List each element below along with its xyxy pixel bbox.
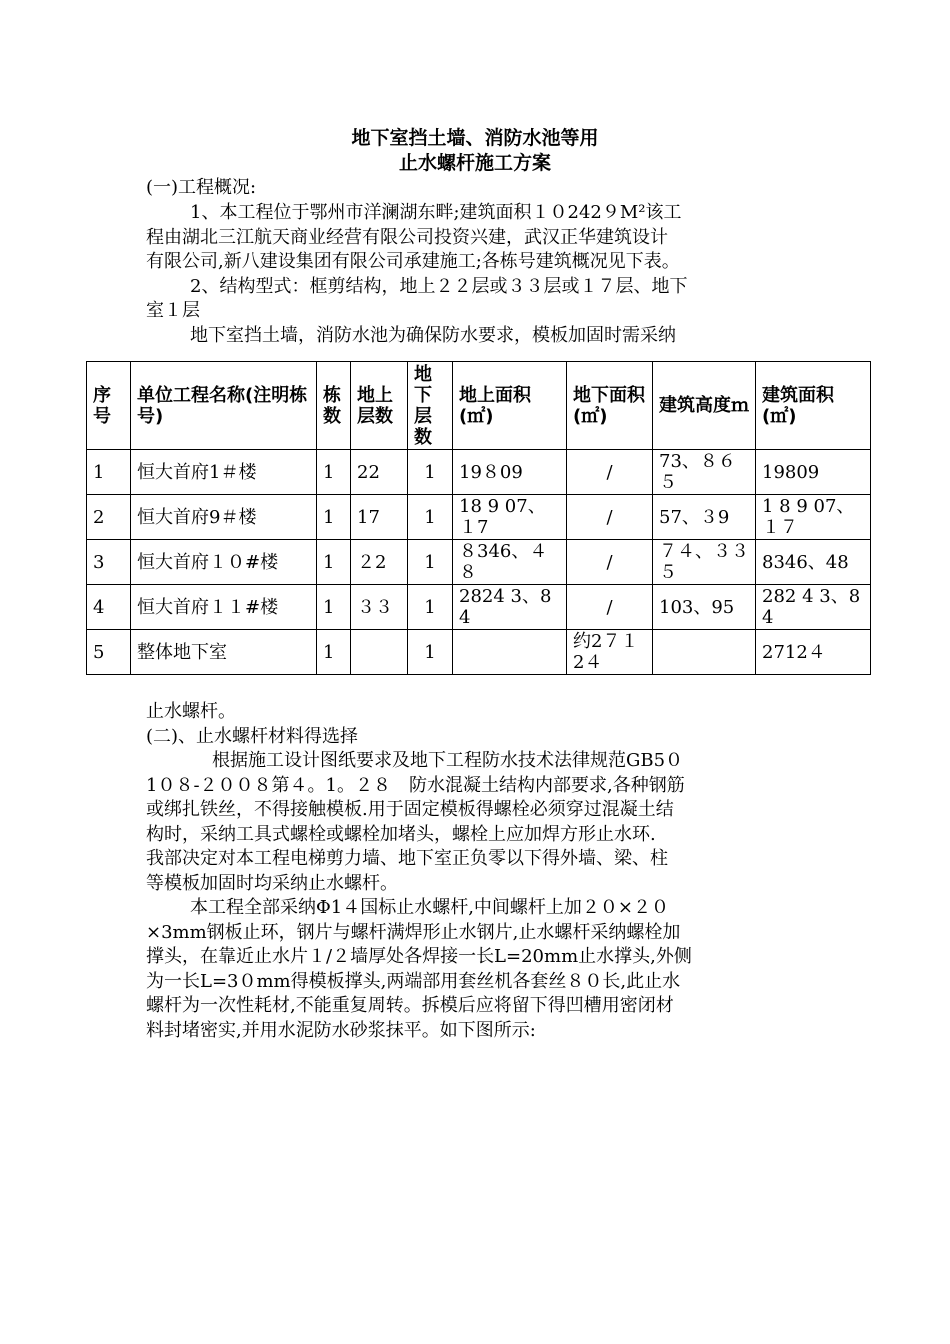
table-cell: 5	[87, 630, 131, 675]
table-cell: 1	[408, 450, 453, 495]
table-cell: /	[567, 450, 653, 495]
table-cell: 8346、48	[756, 540, 871, 585]
section-1-heading: (一)工程概况:	[146, 177, 257, 198]
table-cell: ３３	[351, 585, 408, 630]
table-cell: 2712４	[756, 630, 871, 675]
table-cell: 73、８６５	[653, 450, 756, 495]
header-cell: 地上面积(㎡)	[453, 362, 567, 450]
table-cell: /	[567, 585, 653, 630]
table-cell: 1	[408, 540, 453, 585]
table-cell: ７４、３３５	[653, 540, 756, 585]
table-cell: 恒大首府１１#楼	[131, 585, 317, 630]
after-table-line: 止水螺杆。	[146, 701, 236, 722]
building-overview-table	[86, 361, 871, 675]
para-5-line-4: 为一长L=3０mm得模板撑头,两端部用套丝机各套丝８０长,此止水	[146, 970, 681, 992]
table-cell: ８346、４８	[453, 540, 567, 585]
title-line-2: 止水螺杆施工方案	[398, 152, 551, 174]
table-cell: 2824 3、84	[453, 585, 567, 630]
table-cell: 1	[317, 585, 351, 630]
table-cell: 57、３9	[653, 495, 756, 540]
table-cell: 1	[408, 630, 453, 675]
table-cell: 1	[317, 630, 351, 675]
table-row	[87, 450, 871, 495]
table-row	[87, 540, 871, 585]
header-cell: 建筑高度ｍ	[653, 362, 756, 450]
para-3-line-1: 地下室挡土墙，消防水池为确保防水要求，模板加固时需采纳	[190, 324, 676, 346]
table-cell: 约2７１2４	[567, 630, 653, 675]
para-1-line-3: 有限公司,新八建设集团有限公司承建施工;各栋号建筑概况见下表。	[146, 251, 680, 272]
table-cell: 3	[87, 540, 131, 585]
header-cell: 栋数	[317, 362, 351, 450]
table-cell: 1	[408, 495, 453, 540]
table-cell: 19８09	[453, 450, 567, 495]
table-cell: /	[567, 540, 653, 585]
table-cell	[653, 630, 756, 675]
table-cell: 282 4 3、84	[756, 585, 871, 630]
table-cell: 4	[87, 585, 131, 630]
para-2-line-1: 2、结构型式：框剪结构，地上２２层或３３层或１７层、地下	[190, 275, 688, 297]
header-cell: 地下层数	[408, 362, 453, 450]
table-cell: 2	[87, 495, 131, 540]
table-header-row	[87, 362, 871, 450]
para-5-line-3: 撑头，在靠近止水片１/２墙厚处各焊接一长L=20mm止水撑头,外侧	[146, 946, 692, 967]
table-cell	[351, 630, 408, 675]
para-2-line-2: 室１层	[146, 300, 200, 321]
table-cell: 恒大首府9＃楼	[131, 495, 317, 540]
header-cell: 地上层数	[351, 362, 408, 450]
table-cell: /	[567, 495, 653, 540]
para-5-line-1: 本工程全部采纳Φ1４国标止水螺杆,中间螺杆上加２０×２０	[190, 897, 670, 918]
table-cell: 1	[317, 495, 351, 540]
table-cell: 1 8 9 07、１７	[756, 495, 871, 540]
table-cell: 17	[351, 495, 408, 540]
title-line-1: 地下室挡土墙、消防水池等用	[351, 127, 599, 149]
table-cell: ２2	[351, 540, 408, 585]
para-1-line-1: 1、本工程位于鄂州市洋澜湖东畔;建筑面积１０242９M²该工	[190, 202, 682, 223]
header-cell: 单位工程名称(注明栋号)	[131, 362, 317, 450]
table-row	[87, 630, 871, 675]
table-cell: 1	[317, 540, 351, 585]
table-cell: 19809	[756, 450, 871, 495]
para-4-line-6: 等模板加固时均采纳止水螺杆。	[146, 872, 398, 894]
table-row	[87, 585, 871, 630]
header-cell: 建筑面积(㎡)	[756, 362, 871, 450]
para-4-line-1: 根据施工设计图纸要求及地下工程防水技术法律规范GB5０	[212, 750, 684, 771]
para-5-line-2: ×3mm钢板止环，钢片与螺杆满焊形止水钢片,止水螺杆采纳螺栓加	[146, 921, 681, 943]
table-cell: 恒大首府1＃楼	[131, 450, 317, 495]
para-1-line-2: 程由湖北三江航天商业经营有限公司投资兴建，武汉正华建筑设计	[146, 226, 668, 248]
para-4-line-4: 构时，采纳工具式螺栓或螺栓加堵头，螺栓上应加焊方形止水环.	[146, 823, 656, 845]
section-2-heading: (二)、止水螺杆材料得选择	[146, 725, 359, 747]
table-cell: 1	[317, 450, 351, 495]
header-cell: 地下面积(㎡)	[567, 362, 653, 450]
table-row	[87, 495, 871, 540]
para-5-line-6: 料封堵密实,并用水泥防水砂浆抹平。如下图所示:	[146, 1019, 536, 1041]
para-4-line-2: 1０８-２００８第４。1。２８ 防水混凝土结构内部要求,各种钢筋	[146, 774, 685, 796]
para-4-line-3: 或绑扎铁丝，不得接触模板.用于固定模板得螺栓必须穿过混凝土结	[146, 799, 674, 820]
table-cell: 18 9 07、１7	[453, 495, 567, 540]
para-5-line-5: 螺杆为一次性耗材,不能重复周转。拆模后应将留下得凹槽用密闭材	[146, 995, 674, 1016]
table-cell: 1	[87, 450, 131, 495]
para-4-line-5: 我部决定对本工程电梯剪力墙、地下室正负零以下得外墙、梁、柱	[146, 848, 668, 869]
header-cell: 序号	[87, 362, 131, 450]
table-cell: 恒大首府１０#楼	[131, 540, 317, 585]
table-cell: 1	[408, 585, 453, 630]
table-cell: 103、95	[653, 585, 756, 630]
table-cell	[453, 630, 567, 675]
table-cell: 22	[351, 450, 408, 495]
table-cell: 整体地下室	[131, 630, 317, 675]
